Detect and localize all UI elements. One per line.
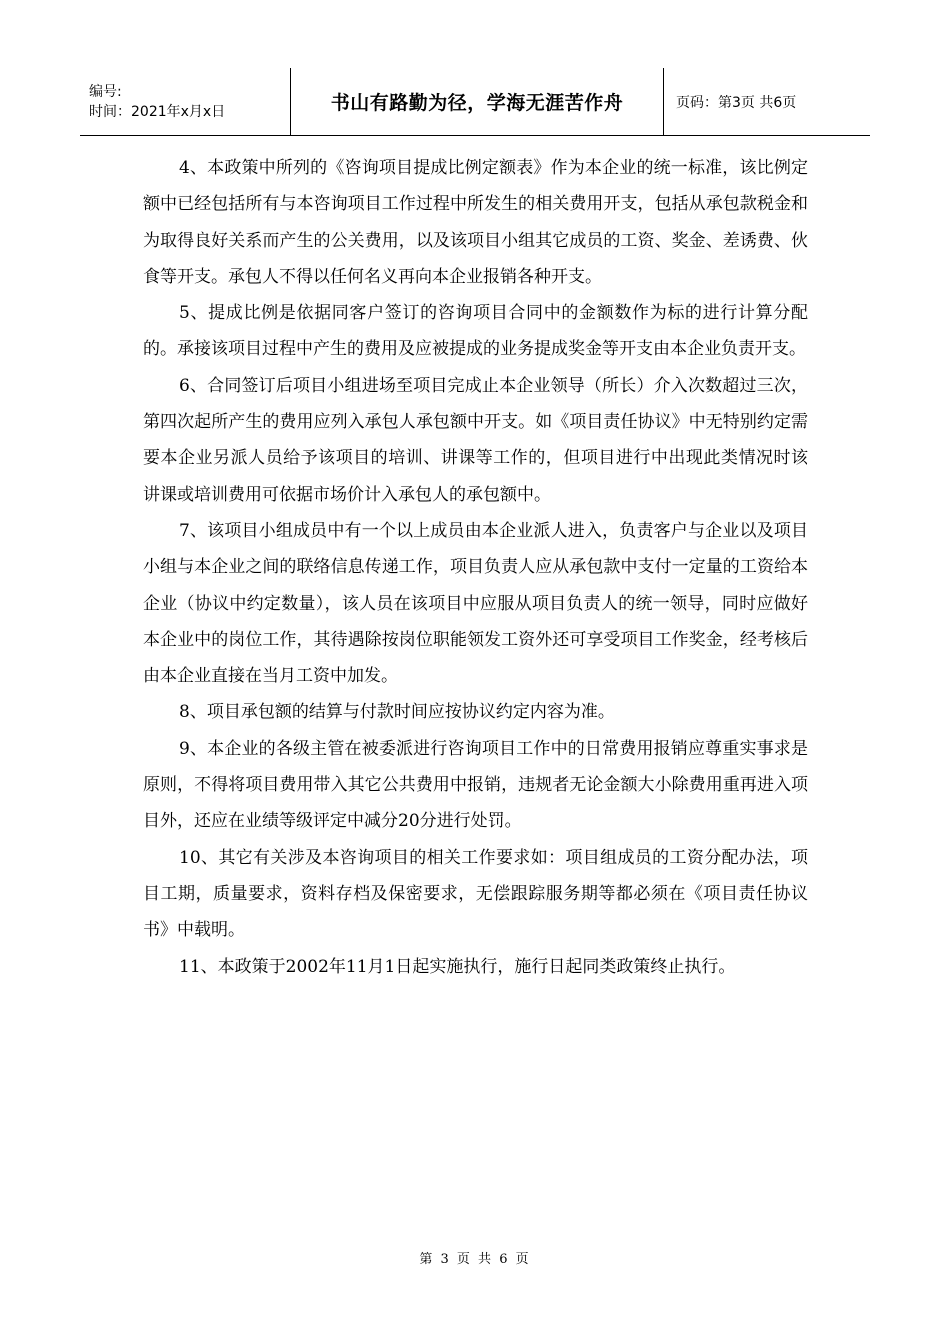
page-footer bbox=[0, 1248, 950, 1267]
policy-clause-10: 10、其它有关涉及本咨询项目的相关工作要求如：项目组成员的工资分配办法，项目工期，质量要求，资料存档及保密要求，无偿跟踪服务期等都必须在《项目责任协议书》中载明。 bbox=[143, 847, 808, 941]
policy-clause-7: 7、该项目小组成员中有一个以上成员由本企业派人进入，负责客户与企业以及项目小组与本企业之间的联络信息传递工作，项目负责人应从承包款中支付一定量的工资给本企业（协议中约定数量），该人员在该项目中应服从项目负责人的统一领导，同时应做好本企业中的岗位工作，其待遇除按岗位职能领发工资外还可享受项目工作奖金，经考核后由本企业直接在当月工资中加发。 bbox=[143, 520, 808, 687]
header-page-code: 页码：第3页 共6页 bbox=[676, 94, 797, 111]
document-date: 时间：2021年x月x日 bbox=[89, 103, 226, 120]
policy-clause-11: 11、本政策于2002年11月1日起实施执行，施行日起同类政策终止执行。 bbox=[179, 956, 736, 977]
header-page-cell bbox=[664, 68, 871, 136]
policy-clause-8: 8、项目承包额的结算与付款时间应按协议约定内容为准。 bbox=[179, 702, 615, 723]
document-number-label: 编号: bbox=[89, 83, 122, 100]
document-header bbox=[80, 68, 870, 136]
header-motto: 书山有路勤为径，学海无涯苦作舟 bbox=[330, 92, 624, 114]
policy-clause-9: 9、本企业的各级主管在被委派进行咨询项目工作中的日常费用报销应尊重实事求是原则，不得将项目费用带入其它公共费用中报销，违规者无论金额大小除费用重再进入项目外，还应在业绩等级评定中减分20分进行处罚。 bbox=[143, 738, 808, 832]
policy-clause-6: 6、合同签订后项目小组进场至项目完成止本企业领导（所长）介入次数超过三次，第四次起所产生的费用应列入承包人承包额中开支。如《项目责任协议》中无特别约定需要本企业另派人员给予该项目的培训、讲课等工作的，但项目进行中出现此类情况时该 讲课或培训费用可依据市场价计入承包人的承包额中。 bbox=[143, 375, 808, 505]
policy-clause-5: 5、提成比例是依据同客户签订的咨询项目合同中的金额数作为标的进行计算分配的。承接该项目过程中产生的费用及应被提成的业务提成奖金等开支由本企业负责开支。 bbox=[143, 303, 808, 360]
footer-page-number: 第 3 页 共 6 页 bbox=[419, 1252, 531, 1267]
document-body bbox=[143, 150, 808, 985]
header-motto-cell bbox=[291, 68, 664, 136]
header-meta-cell bbox=[80, 68, 291, 136]
policy-clause-4: 4、本政策中所列的《咨询项目提成比例定额表》作为本企业的统一标准，该比例定额中已经包括所有与本咨询项目工作过程中所发生的相关费用开支，包括从承包款税金和为取得良好关系而产生的公关费用，以及该项目小组其它成员的工资、奖金、差诱费、伙食等开支。承包人不得以任何名义再向本企业报销各种开支。 bbox=[143, 158, 808, 287]
